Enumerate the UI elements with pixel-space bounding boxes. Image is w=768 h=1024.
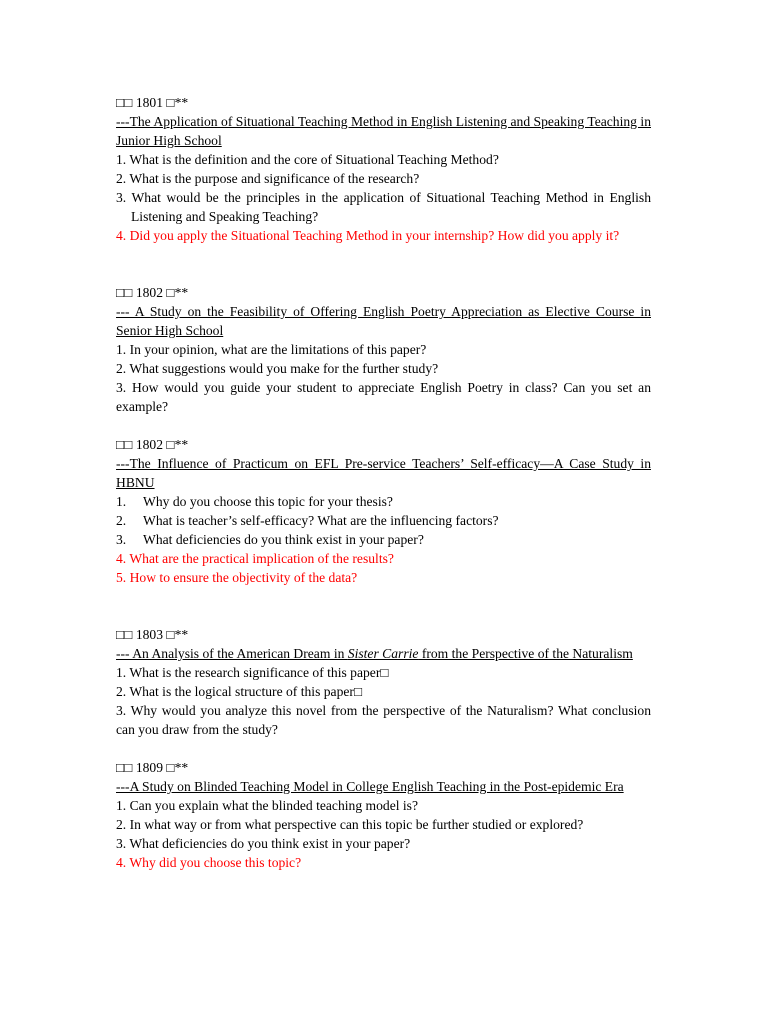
question-item: 3. Why would you analyze this novel from the perspective of the Naturalism? What conclusion can you draw from the study?	[116, 703, 651, 737]
section-1803	[116, 625, 651, 739]
thesis-title-pre: --- An Analysis of the American Dream in	[116, 646, 348, 661]
section-1802-a	[116, 283, 651, 416]
question-number: 2.	[116, 513, 127, 528]
question-item: 2. In what way or from what perspective can this topic be further studied or explored?	[116, 817, 584, 832]
spacer	[116, 587, 651, 625]
question-item-highlighted: 4. Why did you choose this topic?	[116, 855, 302, 870]
question-item	[116, 492, 651, 511]
thesis-title: ---A Study on Blinded Teaching Model in College English Teaching in the Post-epidemic Era	[116, 779, 624, 794]
thesis-title: ---The Application of Situational Teaching Method in English Listening and Speaking Teaching in Junior High School	[116, 114, 651, 148]
section-1809	[116, 758, 651, 872]
question-item-highlighted: 5. How to ensure the objectivity of the data?	[116, 570, 358, 585]
question-item-highlighted: 4. Did you apply the Situational Teaching Method in your internship? How did you apply it?	[116, 228, 620, 243]
spacer	[116, 416, 651, 435]
question-item-highlighted: 4. What are the practical implication of the results?	[116, 551, 394, 566]
question-item: 3. What deficiencies do you think exist in your paper?	[116, 836, 411, 851]
question-text: What is teacher’s self-efficacy? What are the influencing factors?	[143, 513, 499, 528]
question-number: 1.	[116, 494, 127, 509]
question-item: 2. What suggestions would you make for the further study?	[116, 361, 439, 376]
question-item: 1. What is the definition and the core of Situational Teaching Method?	[116, 152, 499, 167]
section-header: □□ 1803 □**	[116, 627, 189, 642]
question-item: 1. In your opinion, what are the limitations of this paper?	[116, 342, 427, 357]
question-item: 3. How would you guide your student to appreciate English Poetry in class? Can you set an example?	[116, 380, 651, 414]
thesis-title: --- A Study on the Feasibility of Offering English Poetry Appreciation as Elective Course in Senior High School	[116, 304, 651, 338]
question-text: Why do you choose this topic for your thesis?	[143, 494, 393, 509]
spacer	[116, 245, 651, 283]
question-item	[116, 530, 651, 549]
question-item	[116, 511, 651, 530]
thesis-title-post: from the Perspective of the Naturalism	[418, 646, 633, 661]
spacer	[116, 739, 651, 758]
question-item: 3. What would be the principles in the application of Situational Teaching Method in English Listening and Speaking Teaching?	[116, 190, 651, 224]
question-text: What deficiencies do you think exist in your paper?	[143, 532, 424, 547]
question-item: 2. What is the purpose and significance of the research?	[116, 171, 420, 186]
question-item: 1. What is the research significance of this paper□	[116, 665, 389, 680]
question-item: 1. Can you explain what the blinded teaching model is?	[116, 798, 419, 813]
section-header: □□ 1801 □**	[116, 95, 189, 110]
thesis-title-italic: Sister Carrie	[347, 646, 419, 661]
section-1802-b	[116, 435, 651, 587]
question-number: 3.	[116, 532, 127, 547]
document-page	[116, 93, 651, 872]
thesis-title: ---The Influence of Practicum on EFL Pre-service Teachers’ Self-efficacy—A Case Study in HBNU	[116, 456, 651, 490]
section-1801	[116, 93, 651, 245]
section-header: □□ 1802 □**	[116, 437, 189, 452]
thesis-title	[116, 644, 651, 663]
section-header: □□ 1802 □**	[116, 285, 189, 300]
question-item: 2. What is the logical structure of this paper□	[116, 684, 363, 699]
section-header: □□ 1809 □**	[116, 760, 189, 775]
